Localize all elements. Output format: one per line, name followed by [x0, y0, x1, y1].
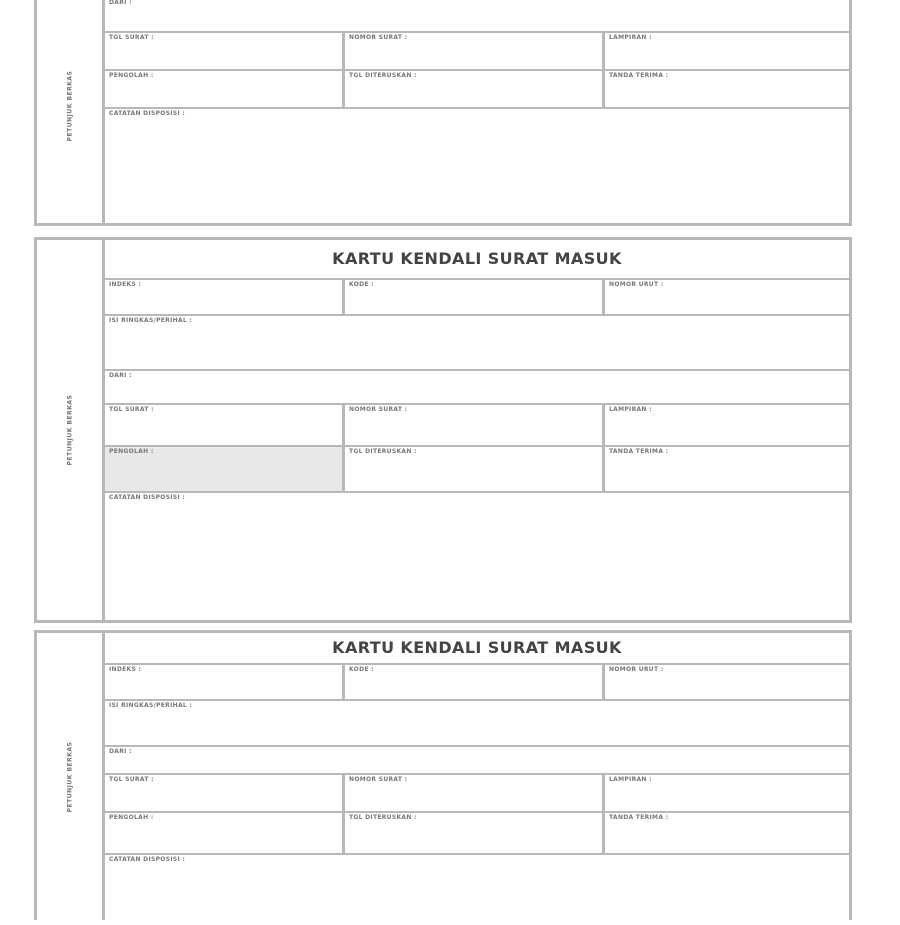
side-label: PETUNJUK BERKAS [66, 394, 73, 466]
field-nomor-surat: NOMOR SURAT : [345, 405, 605, 445]
side-label: PETUNJUK BERKAS [66, 741, 73, 812]
row-dari [105, 0, 849, 33]
control-card-2 [34, 237, 852, 623]
row-surat [105, 775, 849, 813]
card-body [105, 633, 849, 920]
row-surat [105, 405, 849, 447]
card-side-label-area [37, 0, 105, 223]
field-tgl-diteruskan: TGL DITERUSKAN : [345, 71, 605, 107]
field-catatan: CATATAN DISPOSISI : [109, 494, 186, 501]
field-lampiran: LAMPIRAN : [609, 776, 652, 783]
field-nomor-surat: NOMOR SURAT : [345, 775, 605, 811]
row-indeks [105, 280, 849, 316]
card-title: KARTU KENDALI SURAT MASUK [105, 633, 849, 665]
field-lampiran: LAMPIRAN : [609, 34, 652, 41]
row-pengolah [105, 813, 849, 855]
row-dari [105, 747, 849, 775]
field-dari: DARI : [109, 748, 132, 755]
field-tgl-diteruskan: TGL DITERUSKAN : [345, 447, 605, 491]
field-tgl-surat: TGL SURAT : [105, 405, 345, 445]
control-card-1 [34, 0, 852, 226]
field-nomor-urut: NOMOR URUT : [609, 281, 664, 288]
row-pengolah [105, 447, 849, 493]
field-tgl-diteruskan: TGL DITERUSKAN : [345, 813, 605, 853]
row-isi-ringkas [105, 316, 849, 371]
field-catatan: CATATAN DISPOSISI : [109, 110, 186, 117]
field-kode: KODE : [345, 280, 605, 314]
row-pengolah [105, 71, 849, 109]
field-isi-ringkas: ISI RINGKAS/PERIHAL : [109, 317, 193, 324]
field-lampiran: LAMPIRAN : [609, 406, 652, 413]
field-indeks: INDEKS : [105, 280, 345, 314]
field-dari: DARI : [109, 0, 132, 6]
card-side-label-area [37, 633, 105, 920]
field-tgl-surat: TGL SURAT : [105, 775, 345, 811]
field-isi-ringkas: ISI RINGKAS/PERIHAL : [109, 702, 193, 709]
field-catatan: CATATAN DISPOSISI : [109, 856, 186, 863]
row-catatan [105, 493, 849, 613]
side-label: PETUNJUK BERKAS [66, 70, 73, 142]
field-tanda-terima: TANDA TERIMA : [609, 448, 669, 455]
row-isi-ringkas [105, 701, 849, 747]
row-indeks [105, 665, 849, 701]
field-nomor-surat: NOMOR SURAT : [345, 33, 605, 69]
card-body [105, 0, 849, 223]
row-catatan [105, 855, 849, 925]
card-body [105, 240, 849, 620]
card-side-label-area [37, 240, 105, 620]
card-title: KARTU KENDALI SURAT MASUK [105, 240, 849, 280]
field-nomor-urut: NOMOR URUT : [609, 666, 664, 673]
field-tanda-terima: TANDA TERIMA : [609, 72, 669, 79]
field-pengolah: PENGOLAH : [105, 71, 345, 107]
row-surat [105, 33, 849, 71]
field-indeks: INDEKS : [105, 665, 345, 699]
row-dari [105, 371, 849, 405]
field-kode: KODE : [345, 665, 605, 699]
field-pengolah: PENGOLAH : [105, 813, 345, 853]
field-dari: DARI : [109, 372, 132, 379]
row-catatan [105, 109, 849, 223]
field-tanda-terima: TANDA TERIMA : [609, 814, 669, 821]
control-card-3 [34, 630, 852, 920]
field-tgl-surat: TGL SURAT : [105, 33, 345, 69]
field-pengolah: PENGOLAH : [105, 447, 345, 491]
